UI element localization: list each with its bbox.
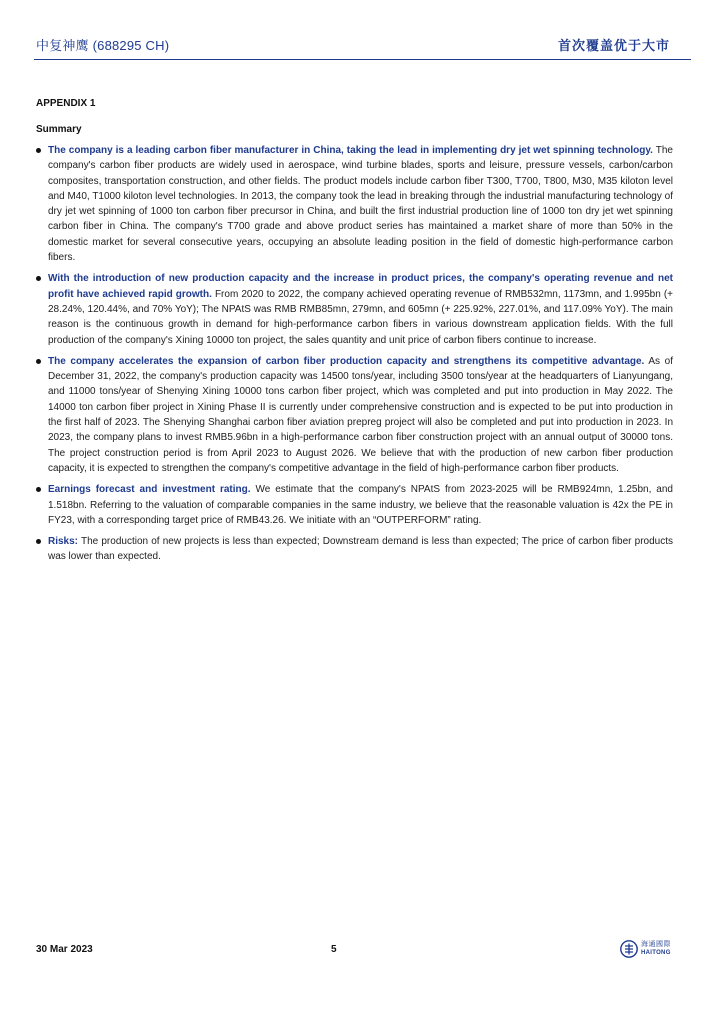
bullet-dot-icon [36, 148, 41, 153]
summary-heading: Summary [36, 124, 82, 135]
bullet-dot-icon [36, 539, 41, 544]
bullet-body: The company's carbon fiber products are widely used in aerospace, wind turbine blades, sports and leisure, pressure vessels, carbon/carbon composites, transportation construction, and other fields. The product models include carbon fiber T300, T700, T800, M30, M35 kiloton level and M40, T1000 kiloton level technologies. In 2013, the company took the lead in breaking through the industrial manufacturing technology of dry jet wet spinning of 1000 ton carbon fiber precursor in China, and built the first industrial production line of 1000 ton dry jet wet spinning carbon fiber in China. The company's T700 grade and above product series has maintained a market share of more than 50% in the domestic market for several consecutive years, occupying an absolute leading position in the field of domestic high-performance carbon fibers. [48, 145, 673, 264]
bullet-company-overview [36, 143, 673, 265]
bullet-body: The production of new projects is less than expected; Downstream demand is less than expected; The price of carbon fiber products was lower than expected. [48, 536, 673, 563]
bullet-lead: The company accelerates the expansion of carbon fiber production capacity and strengthens its competitive advantage. [48, 355, 645, 367]
bullet-dot-icon [36, 487, 41, 492]
report-body [36, 97, 673, 571]
haitong-logo [620, 940, 671, 958]
bullet-risks [36, 534, 673, 565]
bullet-body: As of December 31, 2022, the company's production capacity was 14500 tons/year, including 3500 tons/year at the headquarters of Lianyungang, and 11000 tons/year of Shenying Xining 10000 tons carbon fiber project, which was completed and put into production in May 2022. The 14000 ton carbon fiber project in Xining Phase II is currently under comprehensive construction and is expected to be put into production in the first half of 2023. The Shenying Shanghai carbon fiber aviation prepreg project will also be completed and put into production in 2023. In 2023, the company plans to invest RMB5.96bn in a high-performance carbon fiber construction project with an annual output of 30000 tons. The project construction period is from April 2023 to August 2026. We believe that with the production of new carbon fiber production capacity, it is expected to strengthen the company's competitive advantage in the field of high-performance carbon fiber products. [48, 355, 674, 474]
bullet-revenue-growth [36, 271, 673, 347]
summary-bullet-list [36, 143, 673, 565]
bullet-body: From 2020 to 2022, the company achieved operating revenue of RMB532mn, 1173mn, and 1.995bn (+ 28.24%, 120.44%, and 70% YoY); The NPAtS was RMB RMB85mn, 279mn, and 605mn (+ 225.92%, 227.01%, and 117.09% YoY). The main reason is the continuous growth in demand for high-performance carbon fibers in various downstream application fields. With the full production of the company's Xining 10000 ton project, the sales quantity and unit price of carbon fibers continue to increase. [48, 288, 673, 346]
page-number: 5 [331, 944, 337, 955]
bullet-capacity-expansion [36, 354, 673, 476]
appendix-heading: APPENDIX 1 [36, 98, 96, 109]
haitong-logo-icon [620, 940, 638, 958]
logo-text-en: HAITONG [641, 950, 671, 956]
bullet-body: We estimate that the company's NPAtS from 2023-2025 will be RMB924mn, 1.25bn, and 1.518bn. Referring to the valuation of comparable companies in the same industry, we believe that the reasonable valuation is 42x the PE in FY23, with a corresponding target price of RMB43.26. We initiate with an “OUTPERFORM” rating. [48, 484, 673, 526]
bullet-dot-icon [36, 276, 41, 281]
logo-text-cn: 海通國際 [641, 941, 671, 948]
footer-date: 30 Mar 2023 [36, 944, 93, 955]
bullet-lead: Risks: [48, 536, 79, 548]
report-rating-title: 首次覆盖优于大市 [557, 38, 670, 53]
bullet-dot-icon [36, 359, 41, 364]
header-divider [34, 59, 691, 60]
bullet-lead: With the introduction of new production capacity and the increase in product prices, the company's operating revenue and net profit have achieved rapid growth. [48, 273, 673, 300]
bullet-lead: The company is a leading carbon fiber manufacturer in China, taking the lead in implementing dry jet wet spinning technology. [48, 145, 653, 156]
company-ticker: 中复神鹰 (688295 CH) [36, 38, 170, 53]
bullet-lead: Earnings forecast and investment rating. [48, 484, 251, 496]
bullet-earnings-forecast [36, 482, 673, 528]
